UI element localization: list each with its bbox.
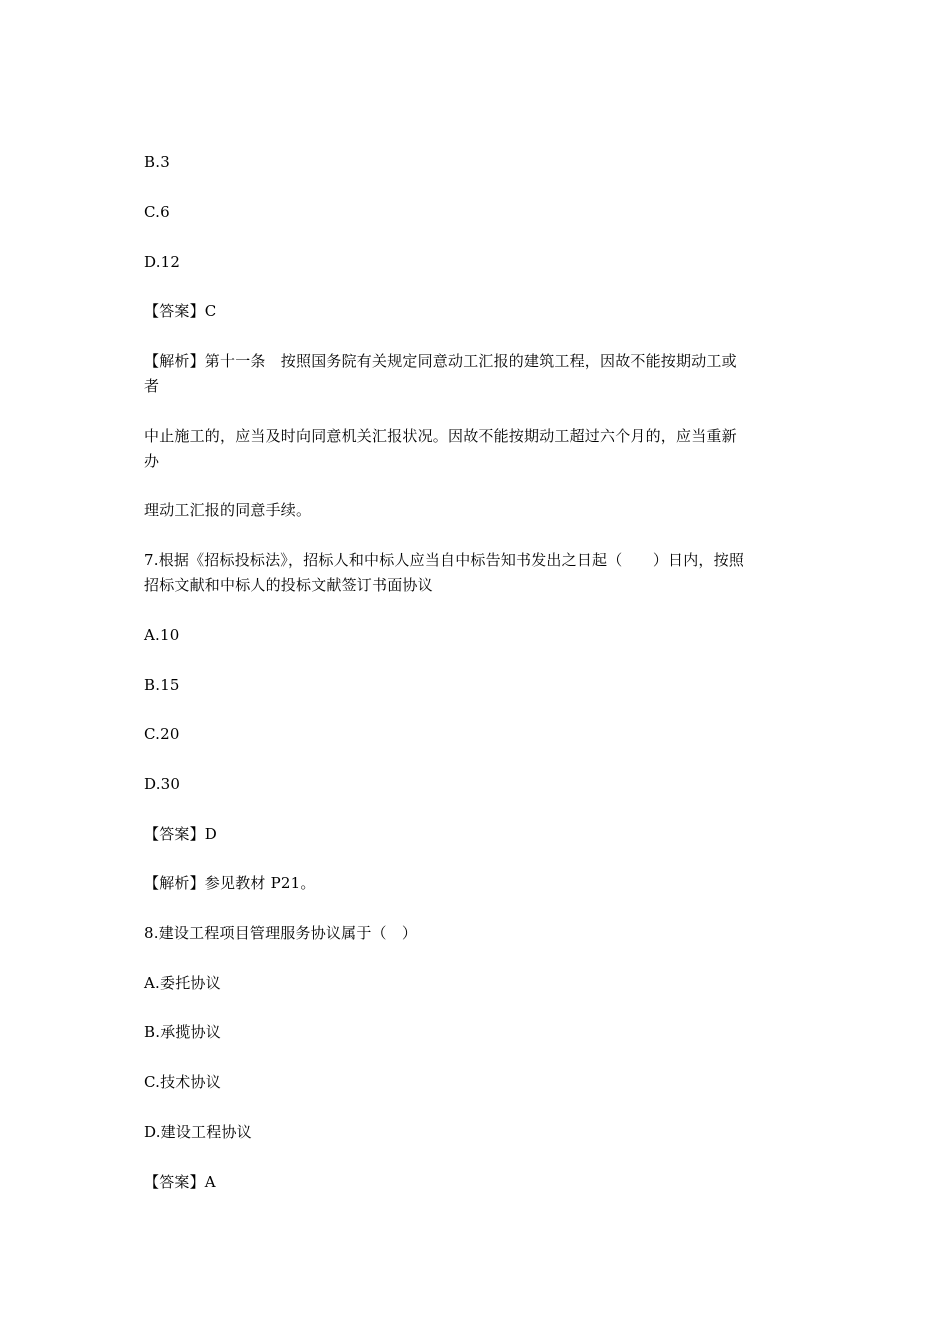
q8-option-b: B.承揽协议 [144,1023,221,1041]
q6-explanation-line-1: 【解析】第十一条 按照国务院有关规定同意动工汇报的建筑工程，因故不能按期动工或 [144,352,737,370]
q7-option-b: B.15 [144,676,180,694]
q6-option-b: B.3 [144,153,170,171]
q8-option-d: D.建设工程协议 [144,1123,252,1141]
q6-explanation-line-1-wrap: 者 [144,377,160,395]
q8-option-c: C.技术协议 [144,1073,221,1091]
q6-answer: 【答案】C [144,302,217,320]
q8-question: 8.建设工程项目管理服务协议属于（ ） [144,924,418,942]
q7-question-line-1: 7.根据《招标投标法》，招标人和中标人应当自中标告知书发出之日起（ ）日内，按照 [144,551,745,569]
q6-option-c: C.6 [144,203,170,221]
q6-explanation-line-3: 理动工汇报的同意手续。 [144,501,312,519]
q6-explanation-line-2-wrap: 办 [144,452,160,470]
q7-question-line-2: 招标文献和中标人的投标文献签订书面协议 [144,576,433,594]
q7-option-d: D.30 [144,775,181,793]
q8-answer: 【答案】A [144,1173,216,1191]
q7-option-c: C.20 [144,725,180,743]
q7-answer: 【答案】D [144,825,218,843]
q6-option-d: D.12 [144,253,181,271]
q8-option-a: A.委托协议 [144,974,221,992]
q6-explanation-line-2: 中止施工的，应当及时向同意机关汇报状况。因故不能按期动工超过六个月的，应当重新 [144,427,737,445]
q7-option-a: A.10 [144,626,180,644]
q7-explanation: 【解析】参见教材 P21。 [144,874,316,892]
